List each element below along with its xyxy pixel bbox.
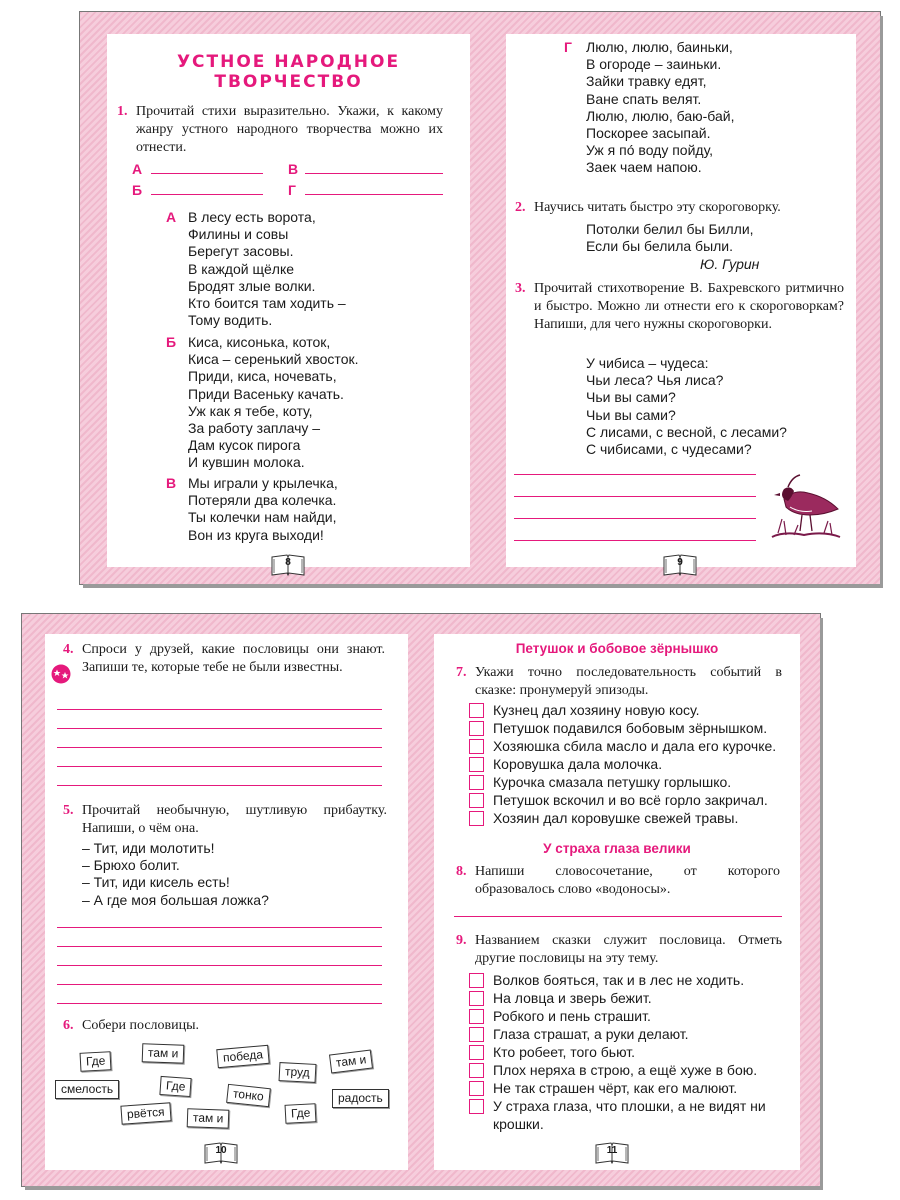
checkbox[interactable] bbox=[469, 1099, 484, 1114]
poem-line: В каждой щёлке bbox=[188, 260, 295, 277]
task-text: Названием сказки служит пословица. Отметь другие пословицы на эту тему. bbox=[475, 933, 782, 966]
poem-line: Приди Васеньку качать. bbox=[188, 385, 344, 402]
section-title: Петушок и бобовое зёрнышко bbox=[515, 641, 719, 656]
answer-line[interactable] bbox=[57, 785, 382, 786]
poem-line: Киса – серенький хвосток. bbox=[188, 351, 359, 368]
answer-line[interactable] bbox=[57, 946, 382, 947]
page-number bbox=[662, 552, 698, 578]
dialog-line: – Брюхо болит. bbox=[82, 857, 180, 874]
poem-line: В огороде – заиньки. bbox=[586, 56, 722, 73]
page-number-text: 11 bbox=[606, 1145, 618, 1156]
poem-chibis bbox=[586, 355, 787, 458]
poem-line: Мы играли у крылечка, bbox=[188, 475, 338, 491]
word-card[interactable]: там и bbox=[142, 1043, 185, 1063]
word-card[interactable]: Где bbox=[159, 1076, 192, 1097]
poem-line: Приди, киса, ночевать, bbox=[188, 368, 337, 385]
answer-line-b[interactable] bbox=[151, 194, 263, 195]
task-2 bbox=[515, 199, 839, 217]
task-9 bbox=[456, 932, 782, 968]
answer-line[interactable] bbox=[454, 916, 782, 917]
poem-line: Зайки травку едят, bbox=[586, 73, 707, 90]
poem-v bbox=[166, 475, 338, 544]
checkbox[interactable] bbox=[469, 721, 484, 736]
poem-line: Ты колечки нам найди, bbox=[188, 509, 337, 526]
answer-line[interactable] bbox=[57, 927, 382, 928]
poem-line: Берегут засовы. bbox=[188, 243, 294, 260]
task-3 bbox=[515, 280, 844, 334]
proverb-text: У страха глаза, что плошки, а не видят ни крошки. bbox=[493, 1098, 766, 1132]
checkbox[interactable] bbox=[469, 1027, 484, 1042]
poem-line: Поскорее засыпай. bbox=[586, 125, 711, 142]
answer-line[interactable] bbox=[514, 518, 756, 519]
word-card[interactable]: Где bbox=[80, 1051, 112, 1072]
page-9 bbox=[506, 34, 856, 567]
checkbox[interactable] bbox=[469, 739, 484, 754]
task-number: 4. bbox=[63, 642, 74, 657]
checkbox[interactable] bbox=[469, 1045, 484, 1060]
answer-label-v: В bbox=[288, 161, 299, 177]
poem-g bbox=[564, 39, 735, 177]
page-number-text: 9 bbox=[677, 557, 683, 568]
answer-line[interactable] bbox=[57, 747, 382, 748]
answer-line[interactable] bbox=[57, 709, 382, 710]
proverb-text: Волков бояться, так и в лес не ходить. bbox=[493, 972, 745, 988]
word-card[interactable]: рвётся bbox=[120, 1102, 171, 1124]
answer-line-a[interactable] bbox=[151, 173, 263, 174]
task-number: 2. bbox=[515, 200, 526, 215]
section-title: УСТНОЕ НАРОДНОЕ ТВОРЧЕСТВО bbox=[176, 52, 401, 92]
episode-text: Коровушка дала молочка. bbox=[493, 756, 663, 772]
task-7 bbox=[456, 664, 782, 700]
proverb-text: Кто робеет, того бьют. bbox=[493, 1044, 636, 1060]
checkbox[interactable] bbox=[469, 991, 484, 1006]
task-6 bbox=[63, 1017, 385, 1035]
task-number: 7. bbox=[456, 665, 467, 680]
poem-line: Филины и совы bbox=[188, 226, 289, 243]
page-number-text: 10 bbox=[215, 1145, 227, 1156]
dialog-line: – Тит, иди кисель есть! bbox=[82, 874, 230, 891]
episode-text: Кузнец дал хозяину новую косу. bbox=[493, 702, 700, 718]
answer-line[interactable] bbox=[514, 540, 756, 541]
poem-line: Киса, кисонька, коток, bbox=[188, 334, 331, 350]
poem-line: Чьи вы сами? bbox=[586, 406, 676, 423]
proverb-row[interactable] bbox=[469, 1097, 769, 1133]
answer-line-v[interactable] bbox=[305, 173, 443, 174]
answer-line[interactable] bbox=[514, 496, 756, 497]
word-card[interactable]: там и bbox=[187, 1108, 230, 1128]
poem-line: Дам кусок пирога bbox=[188, 437, 301, 454]
task-text: Прочитай стихотворение В. Бахревского ритмично и быстро. Можно ли отнести его к скороговоркам? Напиши, для чего нужны скороговорки. bbox=[534, 281, 844, 332]
poem-letter: А bbox=[166, 209, 177, 225]
checkbox[interactable] bbox=[469, 793, 484, 808]
task-8 bbox=[456, 863, 780, 899]
poem-line: Потеряли два колечка. bbox=[188, 492, 337, 509]
top-spread bbox=[80, 12, 880, 584]
dialog-line: – А где моя большая ложка? bbox=[82, 891, 269, 908]
poem-line: Люлю, люлю, баиньки, bbox=[586, 39, 733, 55]
episode-text: Курочка смазала петушку горлышко. bbox=[493, 774, 732, 790]
proverb-text: Плох неряха в строю, а ещё хуже в бою. bbox=[493, 1062, 758, 1078]
task-4 bbox=[63, 641, 385, 677]
answer-label-g: Г bbox=[288, 182, 296, 198]
poem-line: Если бы белила были. bbox=[586, 238, 734, 255]
task-1 bbox=[117, 103, 443, 157]
answer-line[interactable] bbox=[57, 984, 382, 985]
bottom-spread bbox=[22, 614, 820, 1186]
checkbox[interactable] bbox=[469, 757, 484, 772]
page-8 bbox=[107, 34, 470, 567]
task-text: Укажи точно последовательность событий в сказке: пронумеруй эпизоды. bbox=[475, 665, 782, 698]
section-title: У страха глаза велики bbox=[543, 841, 691, 856]
checkbox[interactable] bbox=[469, 973, 484, 988]
task-5 bbox=[63, 802, 387, 838]
poem-line: И кувшин молока. bbox=[188, 454, 305, 471]
checkbox[interactable] bbox=[469, 1063, 484, 1078]
page-number-text: 8 bbox=[285, 557, 291, 568]
answer-label-a: А bbox=[132, 161, 143, 177]
proverb-text: Глаза страшат, а руки делают. bbox=[493, 1026, 689, 1042]
poem-letter: Г bbox=[564, 39, 572, 55]
answer-line-g[interactable] bbox=[305, 194, 443, 195]
proverb-text: Робкого и пень страшит. bbox=[493, 1008, 651, 1024]
tongue-twister bbox=[586, 221, 754, 255]
poem-line: С лисами, с весной, с лесами? bbox=[586, 423, 787, 440]
poem-letter: Б bbox=[166, 334, 177, 350]
answer-line[interactable] bbox=[57, 728, 382, 729]
checkbox[interactable] bbox=[469, 703, 484, 718]
word-card[interactable]: труд bbox=[279, 1062, 317, 1083]
task-number: 1. bbox=[117, 104, 128, 119]
poem-line: Тому водить. bbox=[188, 312, 273, 329]
word-card[interactable]: радость bbox=[332, 1089, 389, 1108]
dialog-line: – Тит, иди молотить! bbox=[82, 840, 215, 856]
poem-line: Ване спать велят. bbox=[586, 90, 702, 107]
answer-line[interactable] bbox=[514, 474, 756, 475]
checkbox[interactable] bbox=[469, 1009, 484, 1024]
word-card[interactable]: тонко bbox=[226, 1084, 270, 1107]
page-number bbox=[203, 1140, 239, 1166]
poem-line: В лесу есть ворота, bbox=[188, 209, 316, 225]
task-number: 8. bbox=[456, 864, 467, 879]
task-number: 9. bbox=[456, 933, 467, 948]
page-number bbox=[270, 552, 306, 578]
task-number: 6. bbox=[63, 1018, 74, 1033]
task-text: Прочитай стихи выразительно. Укажи, к какому жанру устного народного творчества можно их отнести. bbox=[136, 104, 443, 155]
poem-line: Чьи леса? Чья лиса? bbox=[586, 372, 724, 389]
two-stars-icon bbox=[51, 664, 71, 684]
poem-line: Чьи вы сами? bbox=[586, 389, 676, 406]
answer-line[interactable] bbox=[57, 766, 382, 767]
poem-letter: В bbox=[166, 475, 177, 491]
joke-dialog bbox=[82, 840, 269, 909]
task-text: Прочитай необычную, шутливую прибаутку. Напиши, о чём она. bbox=[82, 803, 387, 836]
lapwing-bird-illustration bbox=[764, 471, 844, 543]
poem-line: Бродят злые волки. bbox=[188, 277, 316, 294]
episode-text: Хозяин дал коровушке свежей травы. bbox=[493, 810, 739, 826]
checkbox[interactable] bbox=[469, 811, 484, 826]
poem-line: Уж я по́ воду пойду, bbox=[586, 142, 714, 159]
episode-text: Хозяюшка сбила масло и дала его курочке. bbox=[493, 738, 777, 754]
task-number: 5. bbox=[63, 803, 74, 818]
poem-line: Уж как я тебе, коту, bbox=[188, 402, 313, 419]
poem-line: Кто боится там ходить – bbox=[188, 295, 346, 312]
checkbox[interactable] bbox=[469, 1081, 484, 1096]
task-text: Спроси у друзей, какие пословицы они знают. Запиши те, которые тебе не были известны. bbox=[82, 642, 385, 675]
task-text: Напиши словосочетание, от которого образовалось слово «водоносы». bbox=[475, 864, 780, 897]
word-card[interactable]: победа bbox=[216, 1045, 269, 1068]
author: Ю. Гурин bbox=[700, 256, 760, 272]
answer-label-b: Б bbox=[132, 182, 143, 198]
answer-line[interactable] bbox=[57, 1003, 382, 1004]
word-card[interactable]: смелость bbox=[55, 1080, 119, 1099]
page-11 bbox=[434, 634, 800, 1170]
page-number bbox=[594, 1140, 630, 1166]
poem-line: Потолки белил бы Билли, bbox=[586, 221, 754, 237]
answer-line[interactable] bbox=[57, 965, 382, 966]
poem-a bbox=[166, 209, 346, 329]
poem-line: Люлю, люлю, баю-бай, bbox=[586, 107, 735, 124]
word-card[interactable]: там и bbox=[329, 1049, 373, 1073]
poem-line: У чибиса – чудеса: bbox=[586, 355, 709, 371]
episode-text: Петушок вскочил и во всё горло закричал. bbox=[493, 792, 768, 808]
episode-text: Петушок подавился бобовым зёрнышком. bbox=[493, 720, 768, 736]
page-10 bbox=[45, 634, 408, 1170]
word-card[interactable]: Где bbox=[285, 1103, 317, 1124]
task-text: Собери пословицы. bbox=[82, 1018, 200, 1033]
poem-line: Заек чаем напою. bbox=[586, 159, 702, 176]
poem-b bbox=[166, 334, 359, 472]
poem-line: За работу заплачу – bbox=[188, 420, 321, 437]
checkbox[interactable] bbox=[469, 775, 484, 790]
task-number: 3. bbox=[515, 281, 526, 296]
task-text: Научись читать быстро эту скороговорку. bbox=[534, 200, 781, 215]
poem-line: С чибисами, с чудесами? bbox=[586, 441, 752, 458]
proverb-text: На ловца и зверь бежит. bbox=[493, 990, 652, 1006]
proverb-text: Не так страшен чёрт, как его малюют. bbox=[493, 1080, 738, 1096]
poem-line: Вон из круга выходи! bbox=[188, 526, 324, 543]
